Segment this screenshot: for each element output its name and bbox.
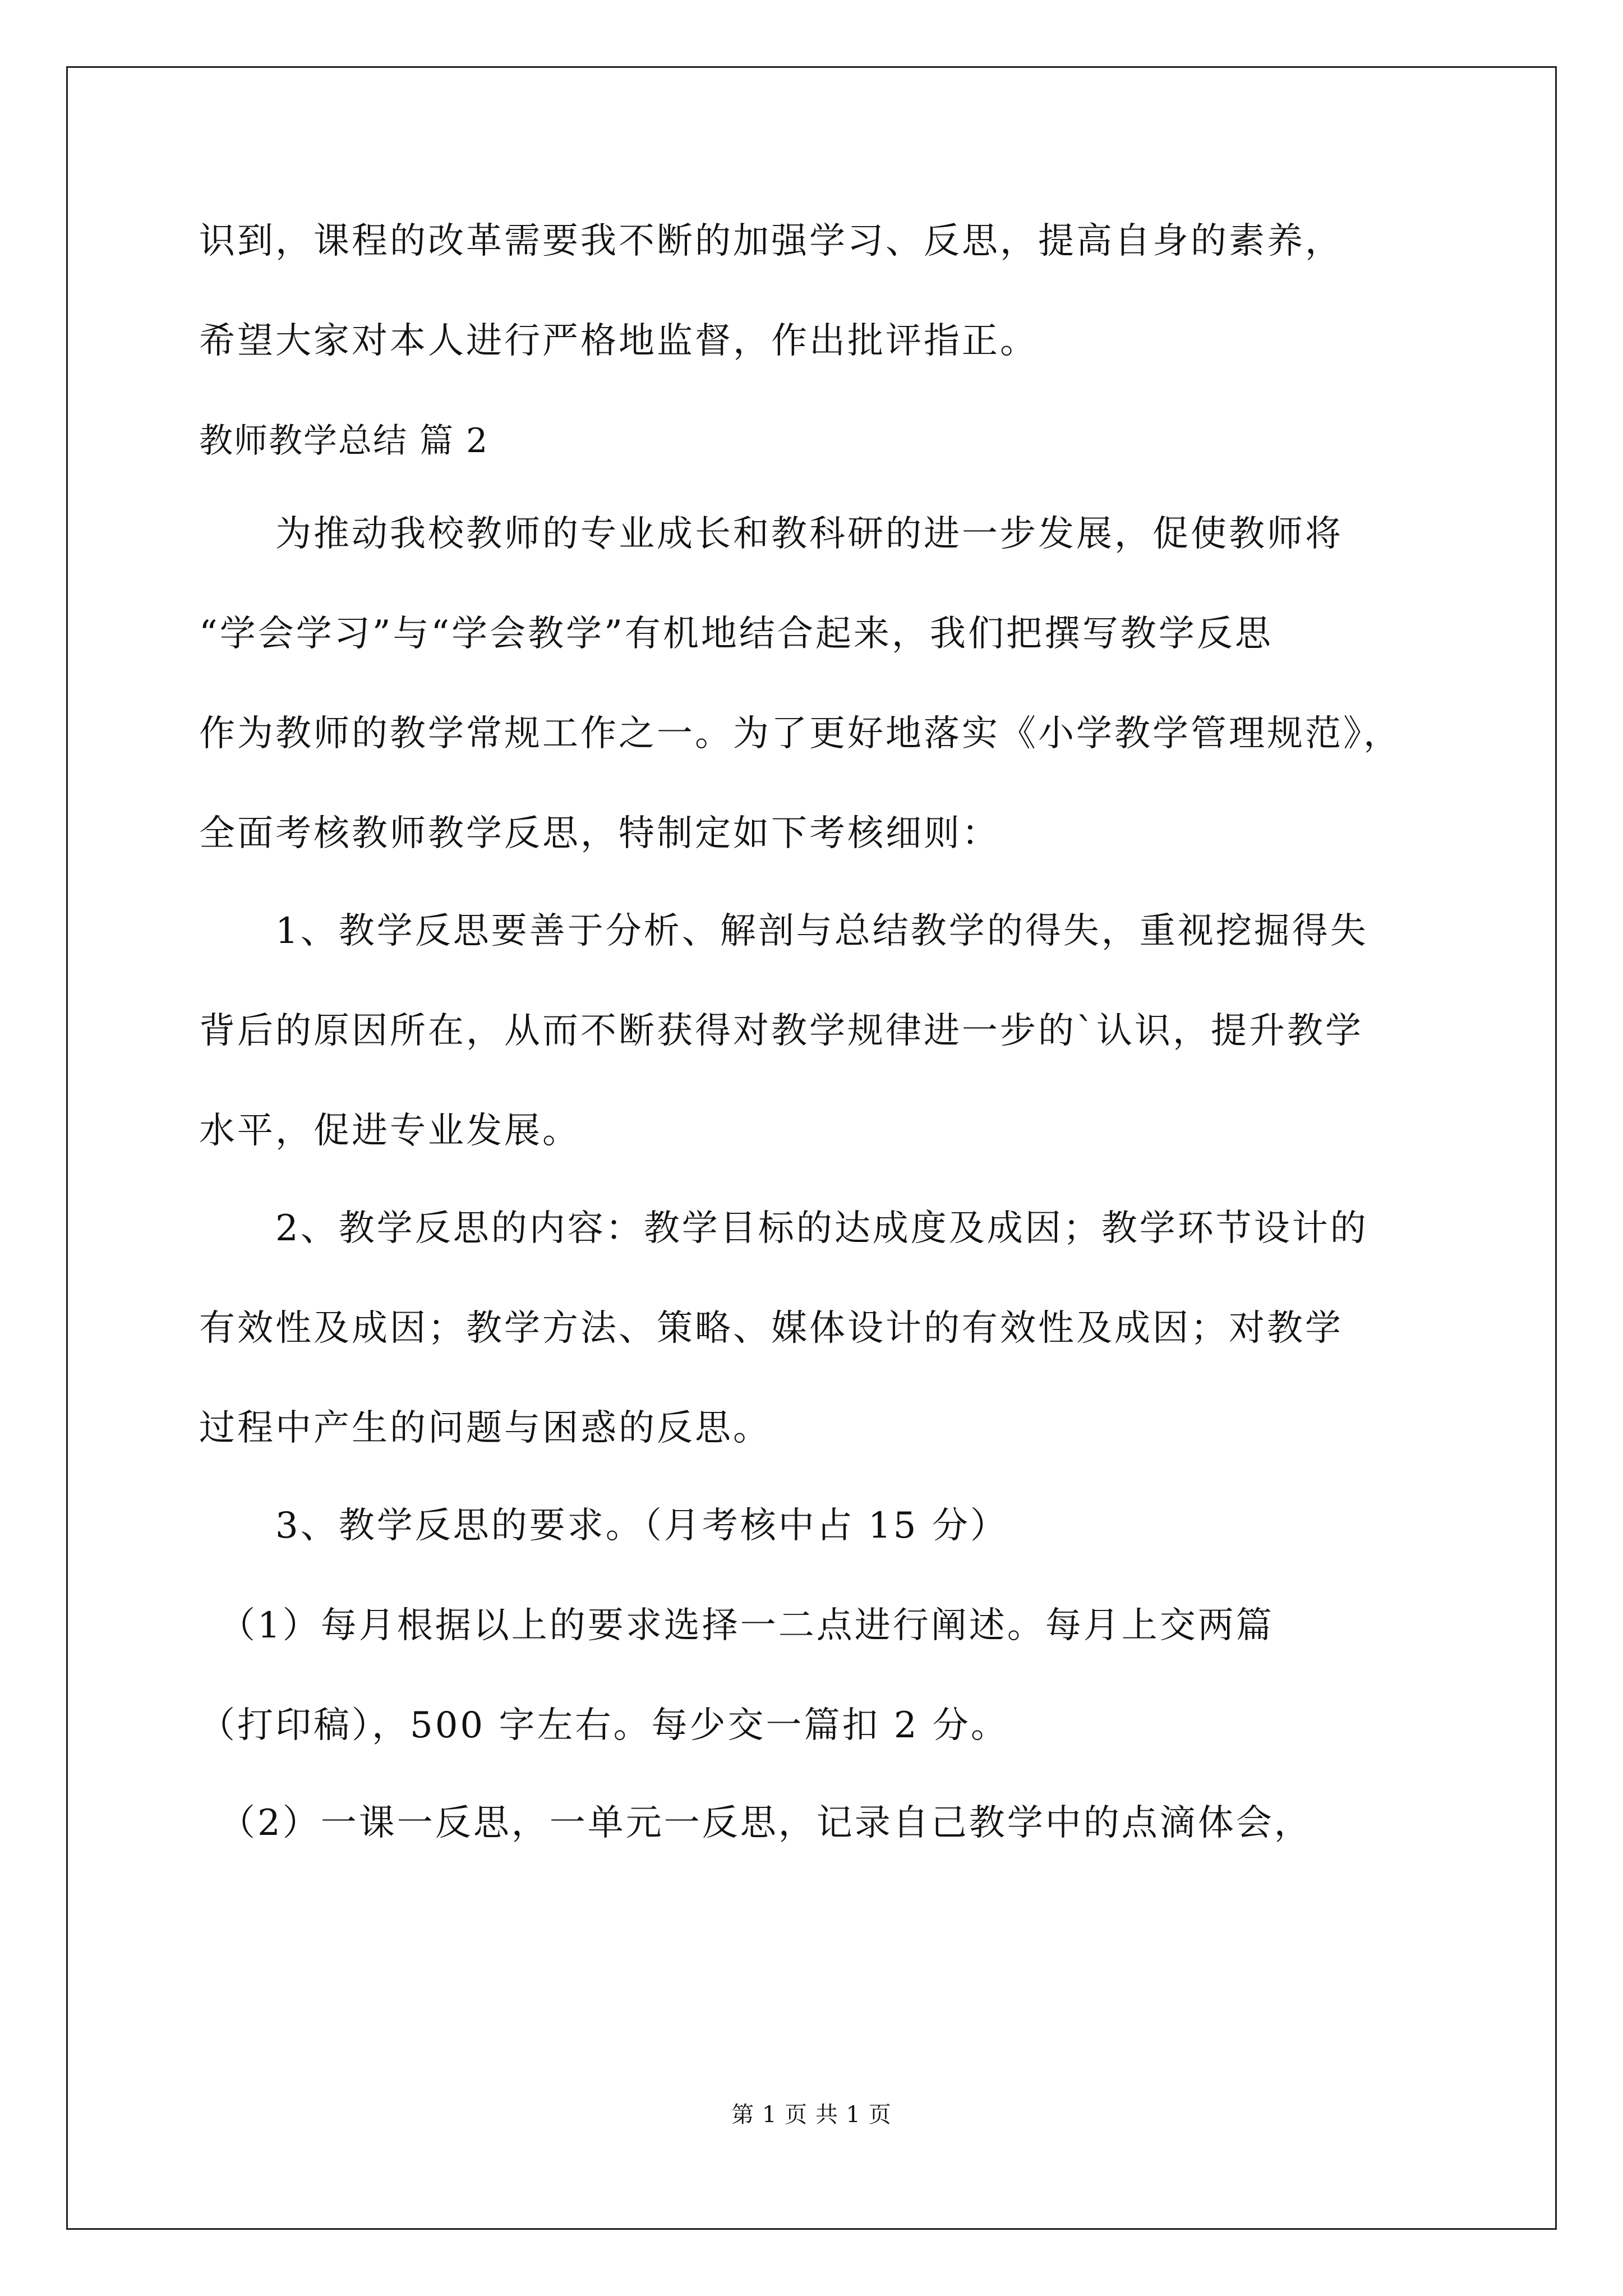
paragraph-5-line-1: （1）每月根据以上的要求选择一二点进行阐述。每月上交两篇	[199, 1605, 1274, 1646]
paragraph-3-line-2: 有效性及成因；教学方法、策略、媒体设计的有效性及成因；对教学	[199, 1308, 1343, 1349]
paragraph-2-line-3: 水平，促进专业发展。	[199, 1110, 580, 1152]
page-number-footer: 第 1 页 共 1 页	[731, 2102, 892, 2128]
paragraph-1-line-4: 全面考核教师教学反思，特制定如下考核细则：	[199, 813, 1000, 854]
paragraph-5-line-2: （打印稿），500 字左右。每少交一篇扣 2 分。	[199, 1705, 1009, 1746]
paragraph-2-line-1: 1、教学反思要善于分析、解剖与总结教学的得失，重视挖掘得失	[199, 910, 1368, 952]
paragraph-1-line-2: “学会学习”与“学会教学”有机地结合起来，我们把撰写教学反思	[199, 613, 1273, 655]
paragraph-1-line-1: 为推动我校教师的专业成长和教科研的进一步发展，促使教师将	[199, 513, 1343, 555]
paragraph-3-line-1: 2、教学反思的内容：教学目标的达成度及成因；教学环节设计的	[199, 1208, 1368, 1249]
paragraph-6-line-1: （2）一课一反思，一单元一反思，记录自己教学中的点滴体会，	[199, 1802, 1312, 1844]
continuation-line-1: 识到，课程的改革需要我不断的加强学习、反思，提高自身的素养，	[199, 220, 1343, 262]
paragraph-2-line-2: 背后的原因所在，从而不断获得对教学规律进一步的`认识，提升教学	[199, 1010, 1363, 1052]
continuation-line-2: 希望大家对本人进行严格地监督，作出批评指正。	[199, 320, 1038, 362]
section-title: 教师教学总结 篇 2	[199, 421, 489, 461]
paragraph-4-line-1: 3、教学反思的要求。（月考核中占 15 分）	[199, 1505, 1008, 1547]
paragraph-1-line-3: 作为教师的教学常规工作之一。为了更好地落实《小学教学管理规范》，	[199, 713, 1401, 754]
paragraph-3-line-3: 过程中产生的问题与困惑的反思。	[199, 1407, 771, 1449]
